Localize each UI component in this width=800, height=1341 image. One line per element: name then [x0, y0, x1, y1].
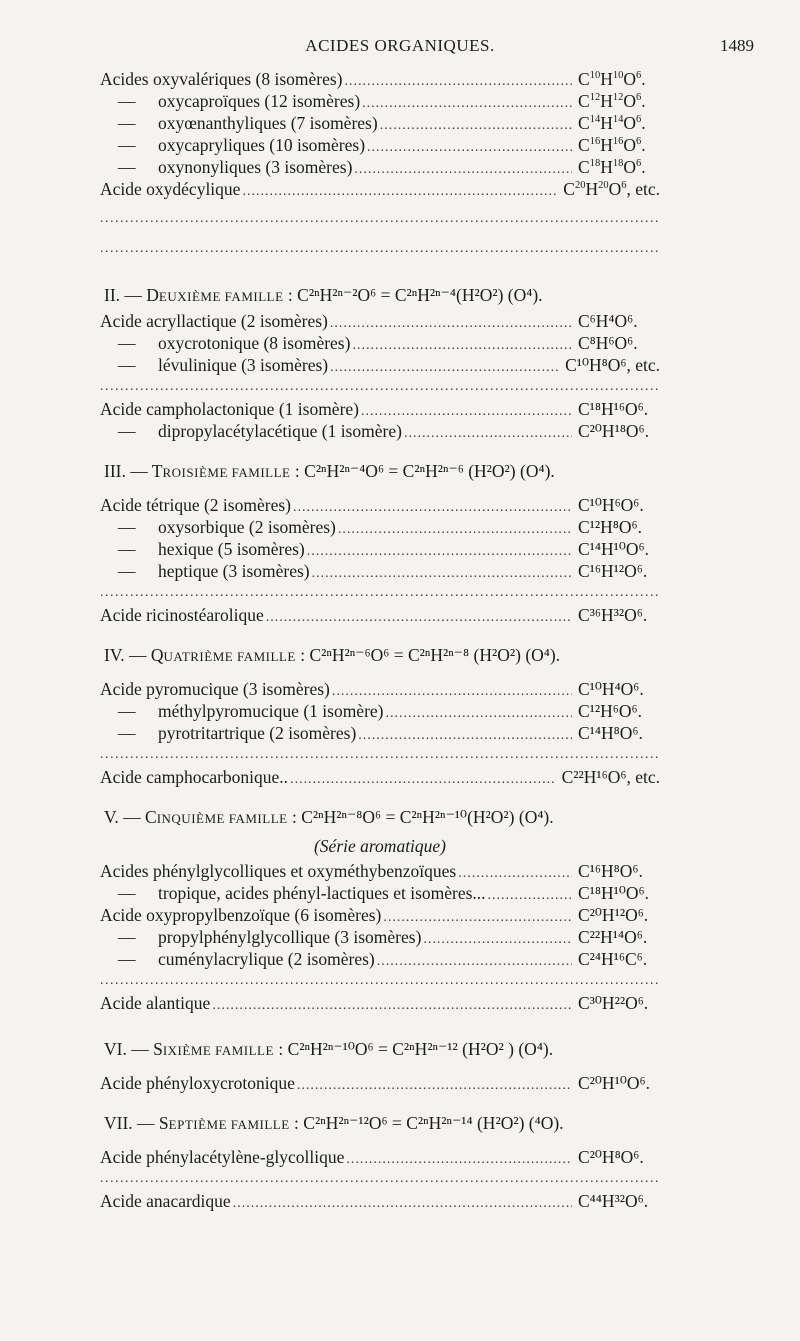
acid-entry — [100, 904, 660, 926]
acid-entry — [100, 420, 660, 442]
acid-entry — [100, 1146, 660, 1168]
ellipsis-row — [100, 1168, 660, 1190]
dot-leader — [338, 519, 572, 541]
acid-formula: C³⁶H³²O⁶. — [578, 605, 648, 625]
acid-formula: C²⁰H¹⁸O⁶. — [578, 421, 650, 441]
acid-formula: C¹⁰H⁶O⁶. — [578, 495, 644, 515]
dot-leader — [242, 181, 557, 203]
acid-entry — [100, 68, 660, 90]
family-heading: III. — TROISIÈME FAMILLE : C²ⁿH²ⁿ⁻⁴O⁶ = C²ⁿH²ⁿ⁻⁶ (H²O²) (O⁴). — [104, 461, 555, 481]
acid-entry — [100, 90, 660, 112]
acid-entry — [100, 354, 660, 376]
acid-entry — [100, 112, 660, 134]
acid-name: Acides phénylglycolliques et oxyméthybenzoïques — [100, 861, 457, 881]
acid-name: — heptique (3 isomères) — [118, 561, 310, 581]
acid-formula: C²²H¹⁶O⁶, etc. — [561, 767, 660, 787]
acid-name: — oxycaproïques (12 isomères) — [118, 91, 361, 111]
acid-name: Acide campholactonique (1 isomère) — [100, 399, 359, 419]
dot-leader — [290, 769, 556, 791]
acid-formula: C¹⁴H⁸O⁶. — [578, 723, 643, 743]
acid-name: — dipropylacétylacétique (1 isomère) — [118, 421, 402, 441]
acid-entry — [100, 882, 660, 904]
page-body — [100, 68, 660, 1212]
acid-entry — [100, 992, 660, 1014]
page-number: 1489 — [720, 36, 754, 55]
dot-leader — [362, 93, 572, 115]
acid-name: — oxyœnanthyliques (7 isomères) — [118, 113, 378, 133]
dot-leader — [352, 335, 572, 357]
ellipsis-row — [100, 744, 660, 766]
acid-formula: $C^{16}H^{16}O^6$. — [578, 135, 646, 155]
acid-entry — [100, 178, 660, 200]
acid-entry — [100, 700, 660, 722]
acid-formula: C¹⁸H¹⁰O⁶. — [578, 883, 650, 903]
acid-formula: C¹⁸H¹⁶O⁶. — [578, 399, 649, 419]
dot-leader — [345, 71, 573, 93]
general-formula: C²ⁿH²ⁿ⁻⁸O⁶ = C²ⁿH²ⁿ⁻¹⁰(H²O²) (O⁴). — [301, 807, 554, 827]
dot-leader — [380, 115, 572, 137]
acid-entry — [100, 332, 660, 354]
general-formula: C²ⁿH²ⁿ⁻⁶O⁶ = C²ⁿH²ⁿ⁻⁸ (H²O²) (O⁴). — [309, 645, 561, 665]
general-formula: C²ⁿH²ⁿ⁻¹⁰O⁶ = C²ⁿH²ⁿ⁻¹² (H²O² ) (O⁴). — [287, 1039, 554, 1059]
acid-entry — [100, 560, 660, 582]
acid-name: Acide phénylacétylène-glycollique — [100, 1147, 345, 1167]
acid-entry — [100, 516, 660, 538]
ellipsis-row — [100, 208, 660, 230]
acid-entry — [100, 1190, 660, 1212]
acid-name: — méthylpyromucique (1 isomère) — [118, 701, 384, 721]
acid-name: — oxysorbique (2 isomères) — [118, 517, 336, 537]
family-heading: II. — DEUXIÈME FAMILLE : C²ⁿH²ⁿ⁻²O⁶ = C²ⁿH²ⁿ⁻⁴(H²O²) (O⁴). — [104, 285, 543, 305]
acid-formula: C⁴⁴H³²O⁶. — [578, 1191, 649, 1211]
acid-name: — oxycrotonique (8 isomères) — [118, 333, 351, 353]
acid-name: — cuménylacrylique (2 isomères) — [118, 949, 375, 969]
dot-leader — [330, 313, 572, 335]
running-header-title: ACIDES ORGANIQUES. — [305, 36, 495, 55]
acid-entry — [100, 766, 660, 788]
acid-name: Acide anacardique — [100, 1191, 231, 1211]
dot-leader — [367, 137, 572, 159]
acid-formula: C¹⁰H⁴O⁶. — [578, 679, 644, 699]
acid-name: Acide tétrique (2 isomères) — [100, 495, 291, 515]
acid-name: — tropique, acides phényl-lactiques et isomères... — [118, 883, 486, 903]
acid-formula: C²⁰H¹⁰O⁶. — [578, 1073, 650, 1093]
acid-entry — [100, 538, 660, 560]
acid-name: — lévulinique (3 isomères) — [118, 355, 329, 375]
acid-entry — [100, 678, 660, 700]
ditto-dash: — — [118, 91, 136, 111]
acid-formula: $C^{12}H^{12}O^6$. — [578, 91, 646, 111]
acid-formula: C³⁰H²²O⁶. — [578, 993, 649, 1013]
ellipsis-row — [100, 970, 660, 992]
acid-name: — pyrotritartrique (2 isomères) — [118, 723, 357, 743]
acid-name: Acides oxyvalériques (8 isomères) — [100, 69, 343, 89]
acid-name: Acide phényloxycrotonique — [100, 1073, 295, 1093]
acid-entry — [100, 494, 660, 516]
acid-name: Acide oxydécylique — [100, 179, 241, 199]
acid-name: — oxynonyliques (3 isomères) — [118, 157, 353, 177]
acid-formula: C¹⁶H¹²O⁶. — [578, 561, 648, 581]
acid-formula: C¹⁰H⁸O⁶, etc. — [565, 355, 660, 375]
acid-formula: C¹⁴H¹⁰O⁶. — [578, 539, 650, 559]
dot-leader — [307, 541, 572, 563]
acid-entry — [100, 310, 660, 332]
series-subtitle: (Série aromatique) — [313, 836, 447, 856]
dot-leader — [386, 703, 573, 725]
acid-formula: C²⁰H⁸O⁶. — [578, 1147, 644, 1167]
acid-formula: C²²H¹⁴O⁶. — [578, 927, 648, 947]
acid-name: Acide ricinostéarolique — [100, 605, 264, 625]
family-heading: IV. — QUATRIÈME FAMILLE : C²ⁿH²ⁿ⁻⁶O⁶ = C²ⁿH²ⁿ⁻⁸ (H²O²) (O⁴). — [104, 645, 561, 665]
acid-formula: C¹²H⁶O⁶. — [578, 701, 643, 721]
ditto-dash: — — [118, 113, 136, 133]
acid-formula: C²⁰H¹²O⁶. — [578, 905, 649, 925]
ellipsis-row — [100, 238, 660, 260]
ditto-dash: — — [118, 157, 136, 177]
acid-formula: C²⁴H¹⁶C⁶. — [578, 949, 648, 969]
dot-leader — [233, 1193, 572, 1215]
acid-formula: C¹⁶H⁸O⁶. — [578, 861, 643, 881]
acid-name: — hexique (5 isomères) — [118, 539, 305, 559]
acid-entry — [100, 948, 660, 970]
acid-name: Acide alantique — [100, 993, 211, 1013]
family-heading: V. — CINQUIÈME FAMILLE : C²ⁿH²ⁿ⁻⁸O⁶ = C²ⁿH²ⁿ⁻¹⁰(H²O²) (O⁴). — [104, 807, 554, 827]
acid-formula: C¹²H⁸O⁶. — [578, 517, 643, 537]
acid-entry — [100, 722, 660, 744]
acid-name: — oxycapryliques (10 isomères) — [118, 135, 366, 155]
acid-entry — [100, 860, 660, 882]
acid-name: — propylphénylglycollique (3 isomères) — [118, 927, 422, 947]
general-formula: C²ⁿH²ⁿ⁻²O⁶ = C²ⁿH²ⁿ⁻⁴(H²O²) (O⁴). — [297, 285, 543, 305]
acid-formula: $C^{10}H^{10}O^6$. — [578, 69, 646, 89]
dot-leader — [266, 607, 572, 629]
dot-leader — [212, 995, 572, 1017]
acid-entry — [100, 156, 660, 178]
dot-leader — [488, 885, 572, 907]
acid-entry — [100, 604, 660, 626]
acid-name: Acide camphocarbonique.. — [100, 767, 289, 787]
acid-name: Acide acryllactique (2 isomères) — [100, 311, 328, 331]
family-heading: VII. — SEPTIÈME FAMILLE : C²ⁿH²ⁿ⁻¹²O⁶ = C²ⁿH²ⁿ⁻¹⁴ (H²O²) (⁴O). — [104, 1113, 564, 1133]
dot-leader — [354, 159, 572, 181]
ellipsis-row — [100, 582, 660, 604]
general-formula: C²ⁿH²ⁿ⁻¹²O⁶ = C²ⁿH²ⁿ⁻¹⁴ (H²O²) (⁴O). — [303, 1113, 564, 1133]
ellipsis-row — [100, 376, 660, 398]
dot-leader — [404, 423, 572, 445]
acid-entry — [100, 134, 660, 156]
acid-name: Acide oxypropylbenzoïque (6 isomères) — [100, 905, 382, 925]
acid-formula: $C^{18}H^{18}O^6$. — [578, 157, 646, 177]
dot-leader — [297, 1075, 572, 1097]
acid-entry — [100, 1072, 660, 1094]
acid-entry — [100, 398, 660, 420]
acid-formula: C⁸H⁶O⁶. — [578, 333, 638, 353]
ditto-dash: — — [118, 135, 136, 155]
acid-formula: $C^{20}H^{20}O^6$, etc. — [563, 179, 660, 199]
general-formula: C²ⁿH²ⁿ⁻⁴O⁶ = C²ⁿH²ⁿ⁻⁶ (H²O²) (O⁴). — [304, 461, 555, 481]
acid-formula: C⁶H⁴O⁶. — [578, 311, 638, 331]
acid-formula: $C^{14}H^{14}O^6$. — [578, 113, 646, 133]
family-heading: VI. — SIXIÈME FAMILLE : C²ⁿH²ⁿ⁻¹⁰O⁶ = C²ⁿH²ⁿ⁻¹² (H²O² ) (O⁴). — [104, 1039, 554, 1059]
acid-name: Acide pyromucique (3 isomères) — [100, 679, 330, 699]
acid-entry — [100, 926, 660, 948]
dot-leader — [423, 929, 572, 951]
